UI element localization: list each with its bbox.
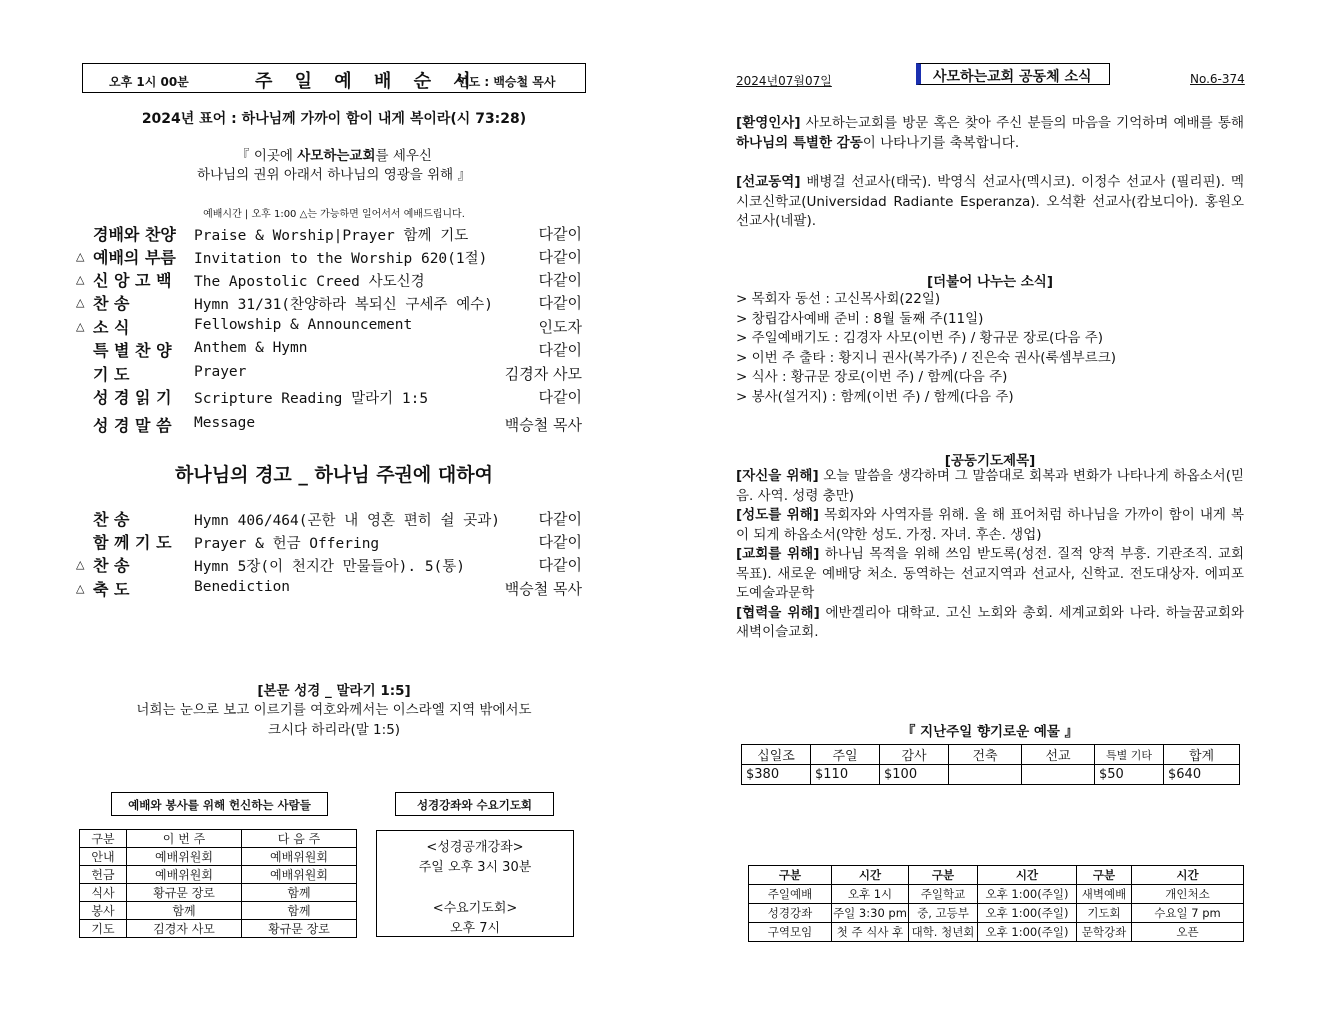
prayer-text: 하나님 목적을 위해 쓰임 받도록(성전. 질적 양적 부흥. 기관조직. 교회 목표). 새로운 예배당 처소. 동역하는 선교지역과 선교사, 신학교. 전도대상자. 에피포도예술과문학	[736, 546, 1244, 601]
news-item: > 봉사(설거지) : 함께(이번 주) / 함께(다음 주)	[736, 388, 1014, 405]
issue-number: No.6-374	[1190, 72, 1245, 86]
order-row	[76, 222, 586, 244]
order-item-name: 경배와 찬양	[93, 225, 176, 244]
order-item-english: Anthem & Hymn	[194, 340, 308, 356]
schedule-cell: 주일예배	[749, 885, 832, 904]
prayer-item	[736, 506, 1244, 545]
prayer-label: [협력을 위해]	[736, 604, 820, 621]
schedule-cell: 구역모임	[749, 923, 832, 942]
order-item-english: Benediction	[194, 579, 291, 595]
offering-header: 건축	[949, 745, 1022, 765]
order-row	[76, 268, 586, 290]
serve-cell: 예배위원회	[127, 866, 242, 884]
stand-marker: △	[76, 273, 85, 286]
bulletin-date: 2024년07월07일	[736, 74, 832, 88]
order-item-name: 소 식	[93, 318, 130, 337]
schedule-cell: 기도회	[1077, 904, 1132, 923]
offering-value	[949, 765, 1022, 785]
service-time: 오후 1시 00분	[109, 75, 189, 89]
schedule-table	[748, 865, 1244, 942]
offering-header: 특별 기타	[1095, 745, 1164, 765]
serve-row	[80, 866, 357, 884]
serve-cell: 김경자 사모	[127, 920, 242, 938]
schedule-row	[749, 904, 1244, 923]
serve-cell: 함께	[242, 884, 357, 902]
offering-value	[1022, 765, 1095, 785]
serve-cell: 함께	[242, 902, 357, 920]
order-item-english: Invitation to the Worship 620(1절)	[194, 251, 488, 267]
serve-row	[80, 920, 357, 938]
schedule-row	[749, 923, 1244, 942]
study-value-2: 오후 7시	[449, 921, 501, 936]
order-row	[76, 507, 586, 529]
offering-header: 십일조	[742, 745, 811, 765]
prayer-label: [교회를 위해]	[736, 546, 820, 562]
news-item: > 목회자 동선 : 고신목사회(22일)	[736, 291, 941, 307]
schedule-header: 시간	[1132, 866, 1244, 885]
order-item-name: 성 경 읽 기	[93, 388, 172, 407]
order-item-name: 기 도	[93, 365, 130, 384]
order-item-english: Fellowship & Announcement	[194, 317, 413, 333]
order-row	[76, 315, 586, 337]
schedule-header: 구분	[1077, 866, 1132, 885]
offering-value: $50	[1095, 765, 1164, 785]
news-section-title: [더불어 나누는 소식]	[926, 274, 1054, 290]
order-item-english: Praise & Worship|Prayer 함께 기도	[194, 228, 469, 244]
prayer-item	[736, 545, 1244, 604]
schedule-cell: 개인처소	[1132, 885, 1244, 904]
order-item-english: Prayer & 헌금 Offering	[194, 536, 380, 552]
stand-marker: △	[76, 558, 85, 571]
order-item-english: Scripture Reading 말라기 1:5	[194, 391, 429, 407]
serve-cell: 안내	[80, 848, 127, 866]
prayer-text: 에반겔리아 대학교. 고신 노회와 총회. 세계교회와 나라. 하늘꿈교회와 새벽이슬교회.	[736, 604, 1244, 640]
order-item-leader: 다같이	[538, 271, 582, 289]
order-row	[76, 291, 586, 313]
schedule-header: 구분	[909, 866, 978, 885]
schedule-cell: 오픈	[1132, 923, 1244, 942]
scripture-line-1: 너희는 눈으로 보고 이르기를 여호와께서는 이스라엘 지역 밖에서도	[136, 702, 532, 718]
schedule-cell: 오후 1:00(주일)	[978, 904, 1077, 923]
offering-header: 감사	[880, 745, 949, 765]
news-title: 사모하는교회 공동체 소식	[916, 63, 1110, 85]
offering-value: $380	[742, 765, 811, 785]
scripture-title: [본문 성경 _ 말라기 1:5]	[257, 683, 411, 699]
order-item-name: 특 별 찬 양	[93, 341, 172, 360]
schedule-cell: 문학강좌	[1077, 923, 1132, 942]
order-item-name: 신 앙 고 백	[93, 271, 172, 290]
serve-row	[80, 902, 357, 920]
order-item-leader: 다같이	[538, 510, 582, 528]
offering-table	[741, 744, 1240, 785]
order-item-leader: 다같이	[538, 248, 582, 266]
page-title: 주 일 예 배 순 서	[255, 71, 479, 92]
serve-cell: 황규문 장로	[127, 884, 242, 902]
order-item-english: The Apostolic Creed 사도신경	[194, 274, 425, 290]
order-item-leader: 다같이	[538, 388, 582, 406]
serve-cell: 기도	[80, 920, 127, 938]
news-item: > 창립감사예배 준비 : 8월 둘째 주(11일)	[736, 310, 984, 327]
schedule-cell: 중, 고등부	[909, 904, 978, 923]
order-item-name: 찬 송	[93, 556, 130, 575]
order-item-name: 예배의 부름	[93, 248, 176, 267]
order-item-leader: 김경자 사모	[504, 365, 582, 383]
prayer-section-title: [공동기도제목]	[944, 453, 1036, 469]
order-item-name: 성 경 말 씀	[93, 416, 172, 435]
stand-marker: △	[76, 250, 85, 263]
prayer-text: 오늘 말씀을 생각하며 그 말씀대로 회복과 변화가 나타나게 하옵소서(믿음. 사역. 성령 충만)	[736, 468, 1245, 504]
serve-col-header: 다 음 주	[242, 830, 357, 848]
study-label: 성경강좌와 수요기도회	[395, 792, 554, 816]
order-item-name: 함 께 기 도	[93, 533, 172, 552]
prayer-item	[736, 604, 1244, 643]
service-leader: 인도 : 백승철 목사	[457, 75, 556, 89]
prayer-list	[736, 467, 1244, 643]
serve-cell: 예배위원회	[242, 866, 357, 884]
serve-row	[80, 884, 357, 902]
news-item: > 이번 주 출타 : 황지니 권사(복가주) / 진은숙 권사(룩셈부르크)	[736, 349, 1117, 366]
prayer-text: 목회자와 사역자를 위해. 올 해 표어처럼 하나님을 가까이 함이 내게 복이 되게 하옵소서(약한 성도. 가정. 자녀. 후손. 생업)	[736, 507, 1244, 543]
establish-line-2: 하나님의 권위 아래서 하나님의 영광을 위해 』	[197, 167, 471, 183]
schedule-cell: 수요일 7 pm	[1132, 904, 1244, 923]
serve-cell: 헌금	[80, 866, 127, 884]
order-item-english: Hymn 406/464(곤한 내 영혼 편히 쉴 곳과)	[194, 513, 500, 529]
offering-header: 주일	[811, 745, 880, 765]
serve-label: 예배와 봉사를 위해 헌신하는 사람들	[111, 792, 328, 816]
order-row	[76, 553, 586, 575]
order-item-leader: 백승철 목사	[504, 580, 582, 598]
order-item-leader: 다같이	[538, 225, 582, 243]
order-row	[76, 530, 586, 552]
study-title-1: <성경공개강좌>	[426, 840, 524, 855]
order-item-leader: 다같이	[538, 341, 582, 359]
news-item: > 식사 : 황규문 장로(이번 주) / 함께(다음 주)	[736, 369, 1008, 385]
order-item-leader: 인도자	[538, 318, 582, 336]
serve-cell: 봉사	[80, 902, 127, 920]
offering-value: $640	[1164, 765, 1240, 785]
mission-paragraph: [선교동역] 배병걸 선교사(태국). 박영식 선교사(멕시코). 이정수 선교사 (필리핀). 멕시코신학교(Universidad Radiante Esperanza). 오석환 선교사(캄보디아). 홍원오 선교사(네팔).	[736, 174, 1244, 229]
schedule-row	[749, 885, 1244, 904]
stand-marker: △	[76, 582, 85, 595]
study-value-1: 주일 오후 3시 30분	[418, 860, 532, 875]
order-row	[76, 413, 586, 435]
serve-cell: 황규문 장로	[242, 920, 357, 938]
serve-row	[80, 848, 357, 866]
establish-line-1: 『 이곳에 사모하는교회를 세우신	[236, 148, 432, 164]
order-item-english: Hymn 5장(이 천지간 만물들아). 5(통)	[194, 559, 466, 575]
serve-cell: 식사	[80, 884, 127, 902]
serve-cell: 함께	[127, 902, 242, 920]
offering-value: $110	[811, 765, 880, 785]
schedule-header: 시간	[832, 866, 909, 885]
news-item: > 주일예배기도 : 김경자 사모(이번 주) / 황규문 장로(다음 주)	[736, 330, 1103, 346]
offering-title: 『 지난주일 향기로운 예물 』	[901, 724, 1079, 740]
order-row	[76, 362, 586, 384]
schedule-cell: 오후 1:00(주일)	[978, 923, 1077, 942]
schedule-cell: 대학. 청년회	[909, 923, 978, 942]
study-title-2: <수요기도회>	[432, 901, 518, 916]
schedule-cell: 오후 1시	[832, 885, 909, 904]
service-note: 예배시간 | 오후 1:00 △는 가능하면 일어서서 예배드립니다.	[203, 209, 465, 220]
order-item-name: 축 도	[93, 580, 130, 599]
offering-header: 합계	[1164, 745, 1240, 765]
study-box	[376, 830, 574, 937]
order-header-box	[82, 63, 586, 93]
order-row	[76, 385, 586, 407]
scripture-line-2: 크시다 하리라(말 1:5)	[267, 722, 401, 738]
prayer-label: [성도를 위해]	[736, 507, 820, 523]
order-row	[76, 338, 586, 360]
schedule-cell: 새벽예배	[1077, 885, 1132, 904]
sermon-title: 하나님의 경고 _ 하나님 주권에 대하여	[175, 464, 493, 486]
serve-cell: 예배위원회	[242, 848, 357, 866]
order-row	[76, 577, 586, 599]
offering-header: 선교	[1022, 745, 1095, 765]
schedule-cell: 주일 3:30 pm	[832, 904, 909, 923]
order-item-english: Hymn 31/31(찬양하라 복되신 구세주 예수)	[194, 297, 494, 313]
offering-value: $100	[880, 765, 949, 785]
order-item-leader: 다같이	[538, 556, 582, 574]
serve-col-header: 구분	[80, 830, 127, 848]
order-item-english: Message	[194, 415, 256, 431]
prayer-item	[736, 467, 1244, 506]
schedule-header: 시간	[978, 866, 1077, 885]
order-item-leader: 백승철 목사	[504, 416, 582, 434]
stand-marker: △	[76, 320, 85, 333]
order-row	[76, 245, 586, 267]
schedule-cell: 오후 1:00(주일)	[978, 885, 1077, 904]
schedule-cell: 성경강좌	[749, 904, 832, 923]
order-item-leader: 다같이	[538, 533, 582, 551]
schedule-header: 구분	[749, 866, 832, 885]
order-item-name: 찬 송	[93, 510, 130, 529]
serve-col-header: 이 번 주	[127, 830, 242, 848]
year-motto: 2024년 표어 : 하나님께 가까이 함이 내게 복이라(시 73:28)	[141, 111, 527, 127]
prayer-label: [자신을 위해]	[736, 468, 819, 484]
welcome-paragraph: [환영인사] 사모하는교회를 방문 혹은 찾아 주신 분들의 마음을 기억하며 예배를 통해 하나님의 특별한 감동이 나타나기를 축복합니다.	[736, 115, 1244, 151]
serve-table	[79, 829, 357, 938]
order-item-english: Prayer	[194, 364, 247, 380]
schedule-cell: 주일학교	[909, 885, 978, 904]
order-item-leader: 다같이	[538, 294, 582, 312]
serve-cell: 예배위원회	[127, 848, 242, 866]
schedule-cell: 첫 주 식사 후	[832, 923, 909, 942]
order-item-name: 찬 송	[93, 294, 130, 313]
stand-marker: △	[76, 296, 85, 309]
